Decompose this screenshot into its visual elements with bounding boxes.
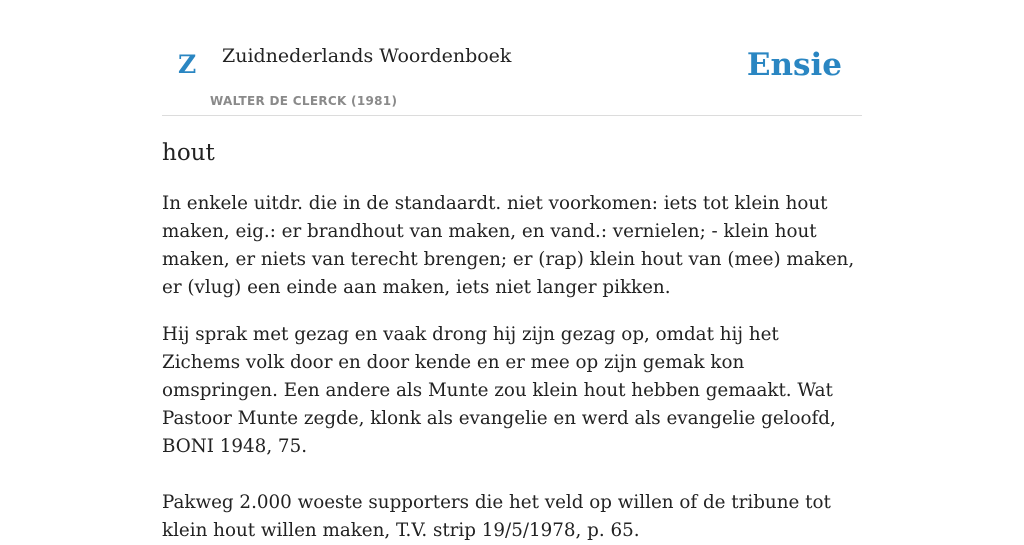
dictionary-author: WALTER DE CLERCK (1981) bbox=[210, 94, 398, 108]
headword: hout bbox=[162, 140, 215, 166]
quote-paragraph: Hij sprak met gezag en vaak drong hij zijn gezag op, omdat hij het Zichems volk door en door kende en er mee op zijn gemak kon omspringen. Een andere als Munte zou klein hout hebben gemaakt. Wat Pastoor Munte zegde, klonk als evangelie en werd als evangelie geloofd, BONI 1948, 75. bbox=[162, 323, 836, 457]
quote-paragraph: Pakweg 2.000 woeste supporters die het veld op willen of de tribune tot klein hout willen maken, T.V. strip 19/5/1978, p. 65. bbox=[162, 491, 831, 541]
dictionary-title[interactable]: Zuidnederlands Woordenboek bbox=[222, 45, 512, 67]
entry-content bbox=[162, 0, 862, 545]
definition-text: In enkele uitdr. die in de standaardt. niet voorkomen: iets tot klein hout maken, eig.: er brandhout van maken, en vand.: vernielen; - klein hout maken, er niets van terecht brengen; er (rap) klein hout van (mee) maken, er (vlug) een einde aan maken, iets niet langer pikken. bbox=[162, 192, 855, 298]
dictionary-header bbox=[162, 0, 862, 116]
dictionary-logo[interactable]: Z bbox=[178, 50, 197, 79]
ensie-logo-link[interactable]: Ensie bbox=[746, 47, 842, 83]
